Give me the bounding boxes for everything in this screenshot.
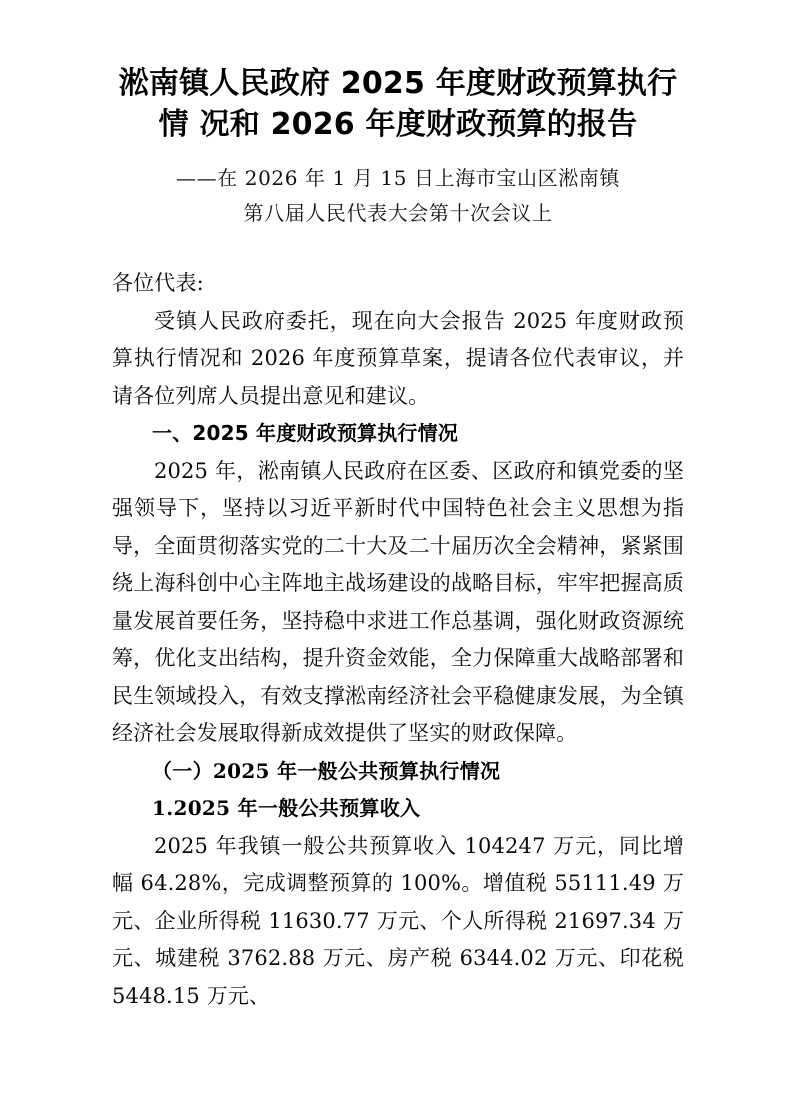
revenue-detail-paragraph: 2025 年我镇一般公共预算收入 104247 万元，同比增幅 64.28%，完成调整预算的 100%。增值税 55111.49 万元、企业所得税 11630.77 万元、个人所得税 21697.34 万元、城建税 3762.88 万元、房产税 6344.02 万元、印花税 5448.15 万元、: [112, 833, 684, 1008]
salutation: 各位代表:: [112, 271, 204, 295]
heading-subsection-one: （一）2025 年一般公共预算执行情况: [152, 758, 501, 783]
document-subtitle-line-1: ——在 2026 年 1 月 15 日上海市宝山区淞南镇: [175, 166, 621, 190]
document-title: [112, 0, 684, 145]
heading-section-one: 一、2025 年度财政预算执行情况: [152, 421, 459, 445]
page-content: [112, 0, 684, 1015]
document-subtitle: [112, 145, 684, 231]
opening-paragraph: 受镇人民政府委托，现在向大会报告 2025 年度财政预算执行情况和 2026 年度预算草案，提请各位代表审议，并请各位列席人员提出意见和建议。: [112, 308, 684, 408]
document-subtitle-line-2: 第八届人民代表大会第十次会议上: [243, 201, 553, 225]
document-body: [112, 231, 684, 1015]
section-one-body-paragraph: 2025 年，淞南镇人民政府在区委、区政府和镇党委的坚强领导下，坚持以习近平新时代中国特色社会主义思想为指导，全面贯彻落实党的二十大及二十届历次全会精神，紧紧围绕上海科创中心主阵地主战场建设的战略目标，牢牢把握高质量发展首要任务，坚持稳中求进工作总基调，强化财政资源统筹，优化支出结构，提升资金效能，全力保障重大战略部署和民生领域投入，有效支撑淞南经济社会平稳健康发展，为全镇经济社会发展取得新成效提供了坚实的财政保障。: [112, 458, 684, 745]
document-title-line-1: 淞南镇人民政府 2025 年度财政预算执行情: [118, 66, 678, 142]
document-title-line-2: 况和 2026 年度财政预算的报告: [199, 107, 638, 142]
heading-item-one: 1.2025 年一般公共预算收入: [152, 796, 421, 820]
